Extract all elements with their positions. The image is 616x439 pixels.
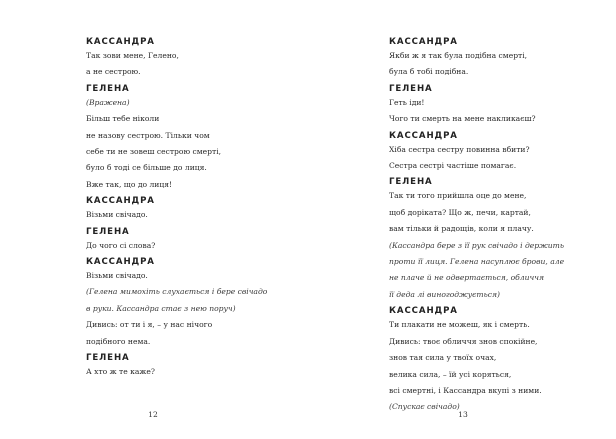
dialogue-line: Більш тебе ніколи	[86, 114, 160, 124]
page-number-right: 13	[458, 410, 468, 419]
speaker-name: КАССАНДРА	[389, 130, 458, 141]
speaker-name: КАССАНДРА	[86, 37, 155, 47]
stage-direction-line: не плаче й не одвертається, обличчя	[389, 273, 545, 283]
stage-direction-line: (Гелена мимохіть слухається і бере свічадо	[86, 287, 268, 297]
stage-direction-line: (Кассандра бере з її рук свічадо і держить	[389, 240, 564, 250]
dialogue-line: Вже так, що до лиця!	[86, 179, 173, 189]
dialogue-line: Візьми свічадо.	[86, 210, 148, 220]
dialogue-line: була б тобі подібна.	[389, 67, 469, 77]
right-page-text	[389, 37, 594, 416]
dialogue-line: всі смертні, і Кассандра вкупі з ними.	[389, 385, 542, 395]
dialogue-line: Геть іди!	[389, 97, 425, 107]
dialogue-line: Сестра сестрі частіше помагає.	[389, 161, 517, 171]
stage-direction-line: в руки. Кассандра стає з нею поруч)	[86, 303, 236, 313]
speaker-name: ГЕЛЕНА	[389, 83, 433, 94]
dialogue-line: Так зови мене, Гелено,	[86, 51, 179, 60]
dialogue-line: подібного нема.	[86, 336, 151, 346]
dialogue-line: Дивись: от ти і я, – у нас нічого	[86, 320, 213, 330]
dialogue-line: було б тоді се більше до лиця.	[86, 163, 207, 173]
dialogue-line: а не сестрою.	[86, 67, 141, 77]
page-number-left: 12	[148, 410, 158, 419]
right-page	[308, 0, 616, 439]
speaker-name: ГЕЛЕНА	[389, 177, 433, 188]
dialogue-line: Так ти того прийшла оце до мене,	[389, 191, 527, 201]
dialogue-line: не назову сестрою. Тільки чом	[86, 130, 210, 140]
dialogue-line: щоб доріката? Що ж, печи, картай,	[389, 207, 531, 217]
stage-direction-line: (Спускає свічадо)	[389, 402, 460, 412]
dialogue-line: А хто ж те каже?	[86, 367, 155, 377]
left-page-text	[86, 37, 286, 381]
dialogue-line: знов тая сила у твоїх очах,	[389, 353, 497, 363]
speaker-name: ГЕЛЕНА	[86, 83, 130, 94]
dialogue-line: себе ти не зовеш сестрою смерті,	[86, 147, 222, 157]
stage-direction-line: проти її лиця. Гелена насуплює брови, але	[389, 257, 565, 267]
stage-direction-line: (Вражена)	[86, 97, 130, 107]
speaker-name: КАССАНДРА	[86, 196, 155, 207]
dialogue-line: Якби ж я так була подібна смерті,	[389, 51, 528, 60]
speaker-name: КАССАНДРА	[389, 306, 458, 317]
speaker-name: КАССАНДРА	[86, 257, 155, 268]
dialogue-line: До чого сі слова?	[86, 240, 156, 250]
dialogue-line: Ти плакати не можеш, як і смерть.	[389, 320, 530, 330]
dialogue-line: вам тільки й радощів, коли я плачу.	[389, 224, 534, 234]
dialogue-line: Візьми свічадо.	[86, 271, 148, 281]
speaker-name: КАССАНДРА	[389, 37, 458, 47]
dialogue-line: Чого ти смерть на мене накликаєш?	[389, 114, 536, 124]
speaker-name: ГЕЛЕНА	[86, 226, 130, 237]
dialogue-line: Хіба сестра сестру повинна вбити?	[389, 144, 530, 154]
speaker-name: ГЕЛЕНА	[86, 353, 130, 364]
dialogue-line: Дивись: твоє обличчя знов спокійне,	[389, 336, 538, 346]
stage-direction-line: її деда лі виногоджується)	[389, 289, 500, 299]
dialogue-line: велика сила, – їй усі коряться,	[389, 369, 512, 379]
